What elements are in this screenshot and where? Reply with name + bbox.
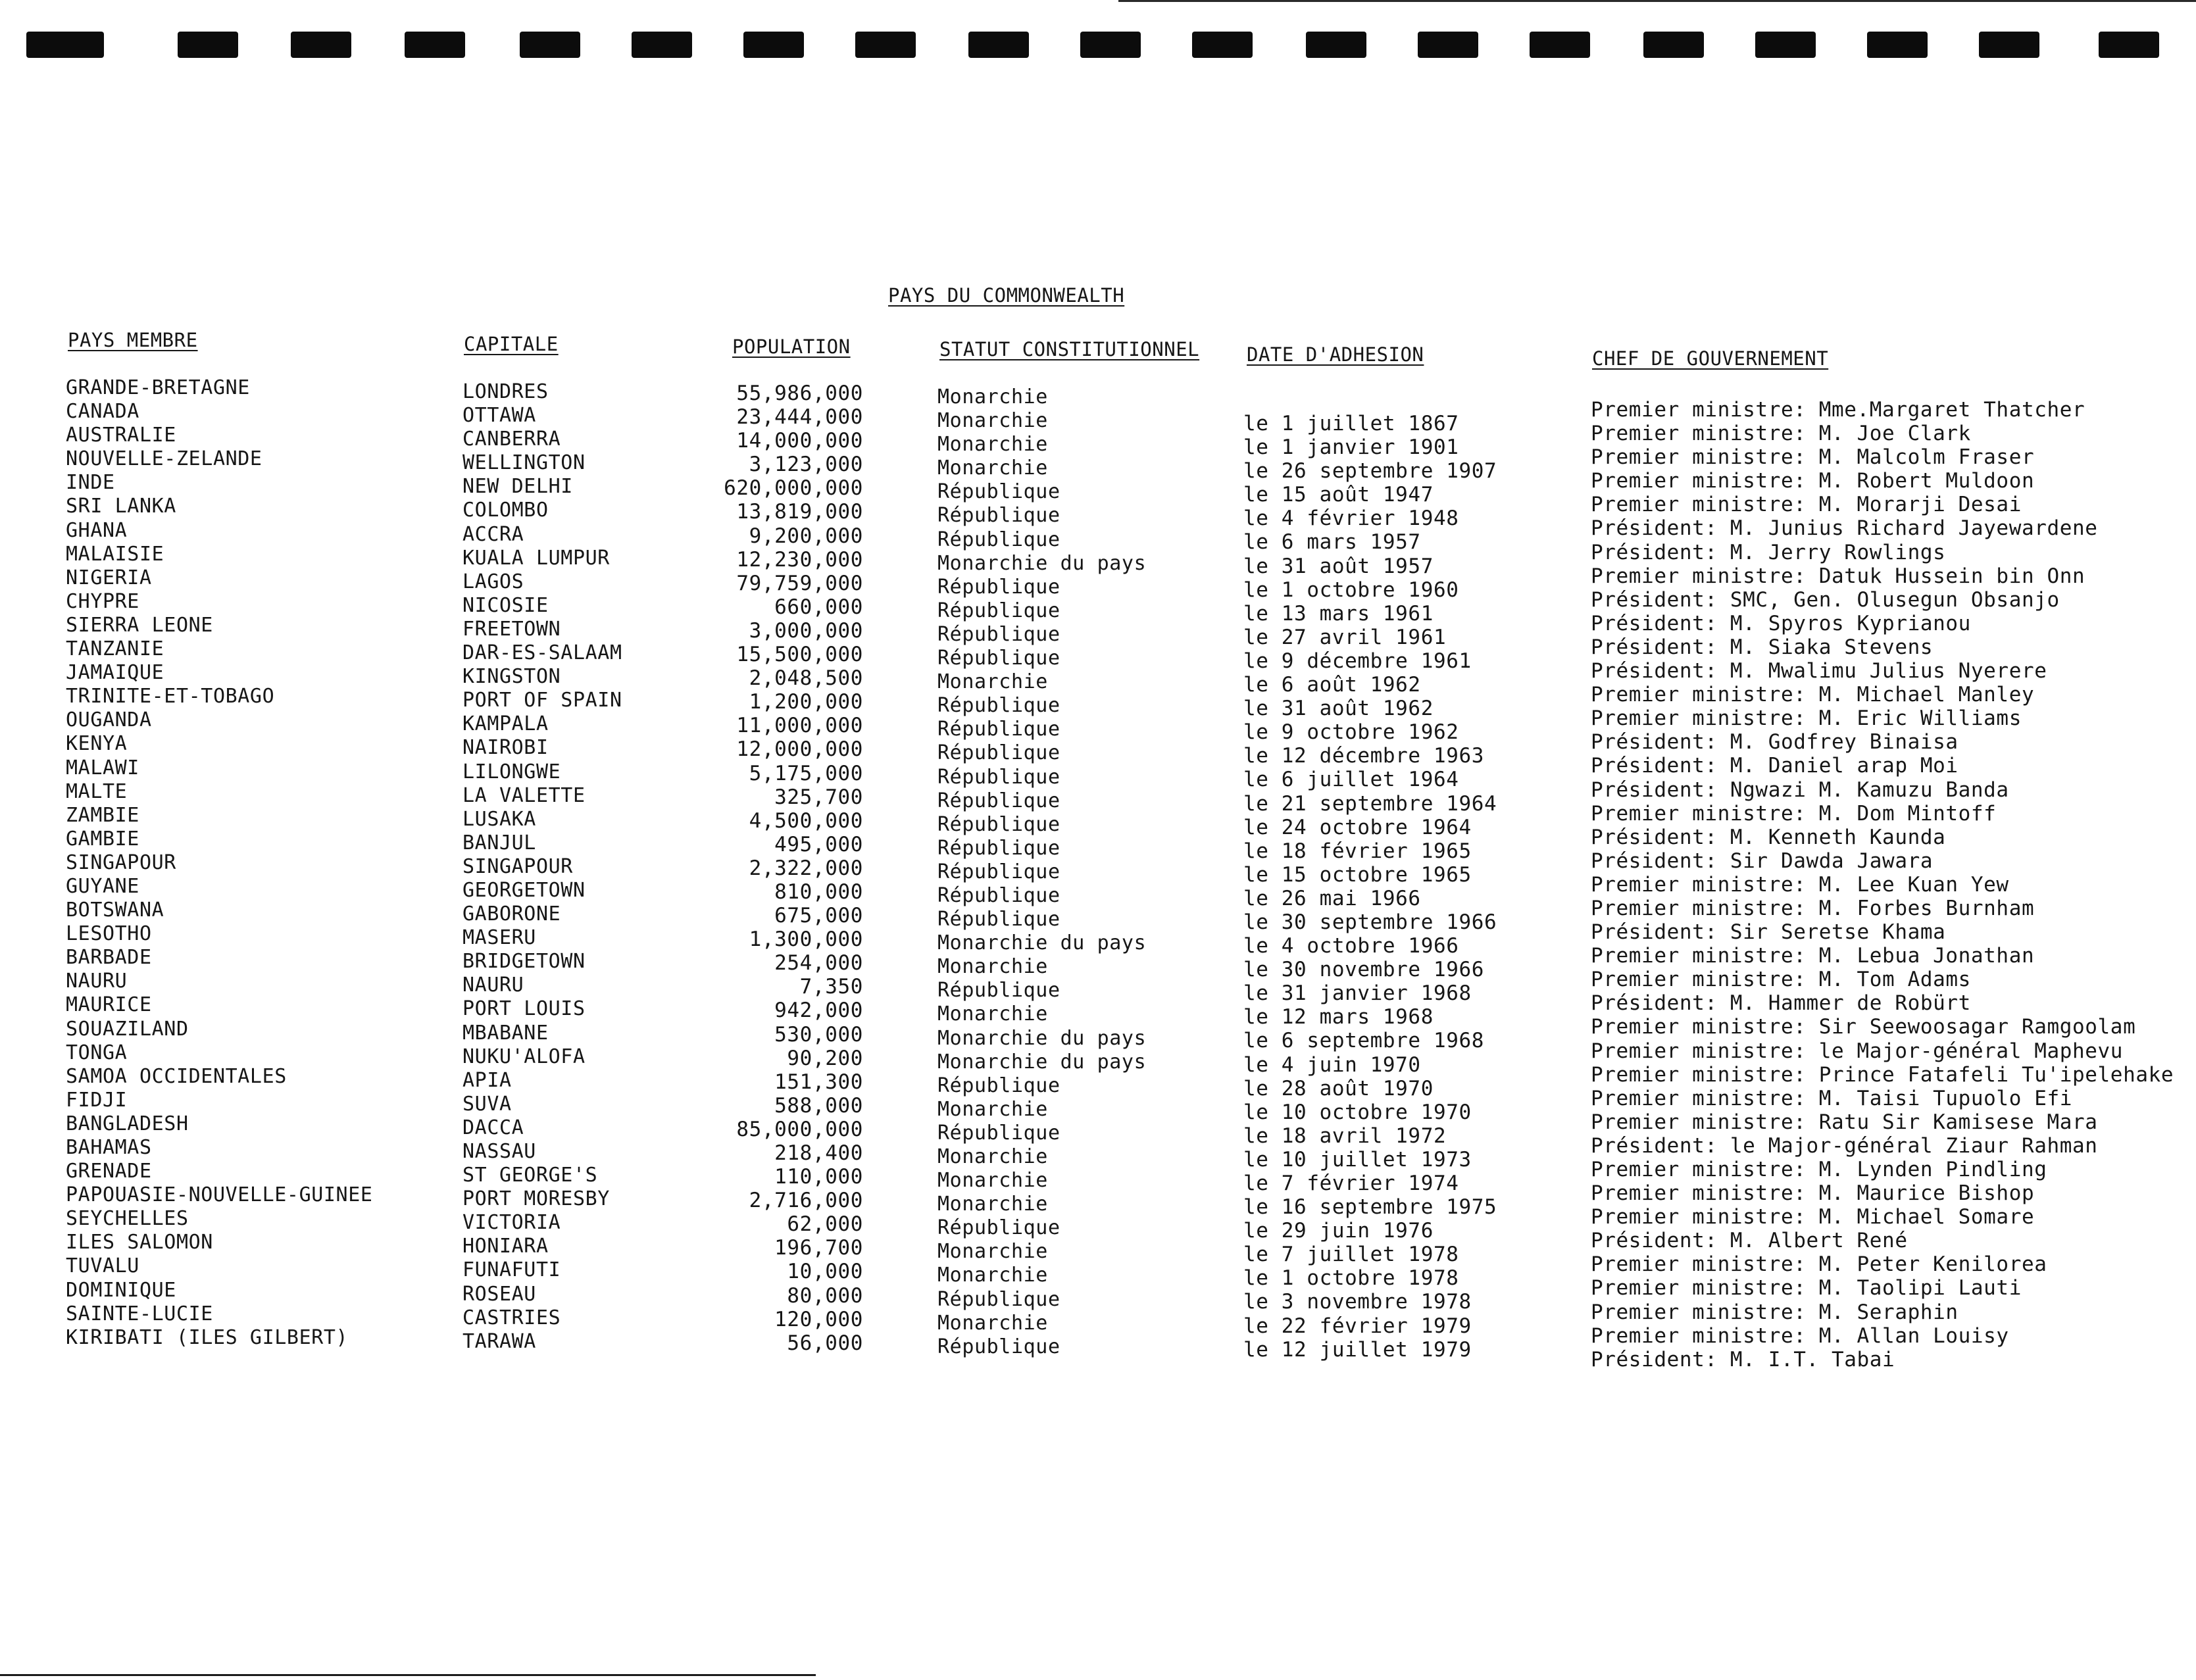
date-cell: le 3 novembre 1978 <box>1243 1290 1472 1314</box>
perforation-mark <box>1643 32 1704 58</box>
population-cell: 90,200 <box>787 1046 863 1070</box>
column-statut <box>937 385 1146 1359</box>
statut-cell: République <box>937 647 1061 670</box>
chef-cell: Premier ministre: M. Forbes Burnham <box>1591 896 2035 920</box>
statut-cell: République <box>937 1121 1061 1145</box>
country-cell: JAMAIQUE <box>66 661 164 685</box>
chef-cell: Premier ministre: M. Allan Louisy <box>1591 1323 2009 1348</box>
statut-cell: République <box>937 741 1061 765</box>
population-cell: 12,230,000 <box>736 547 863 572</box>
country-cell: TANZANIE <box>66 637 164 661</box>
capital-cell: NAURU <box>462 974 524 997</box>
capital-cell: LONDRES <box>462 380 549 403</box>
chef-cell: Président: M. Mwalimu Julius Nyerere <box>1591 659 2047 683</box>
country-cell: GRENADE <box>66 1160 152 1183</box>
population-cell: 80,000 <box>787 1283 863 1308</box>
statut-cell: Monarchie <box>937 409 1048 433</box>
date-cell: le 18 février 1965 <box>1243 839 1472 863</box>
capital-cell: PORT MORESBY <box>462 1187 610 1211</box>
capital-cell: GEORGETOWN <box>462 878 586 902</box>
perforation-mark <box>1979 32 2039 58</box>
chef-cell: Président: M. I.T. Tabai <box>1591 1347 1895 1371</box>
chef-cell: Président: M. Albert René <box>1591 1229 1908 1253</box>
chef-cell: Premier ministre: M. Seraphin <box>1591 1300 1959 1324</box>
chef-cell: Président: M. Siaka Stevens <box>1591 635 1934 659</box>
chef-cell: Premier ministre: M. Lebua Jonathan <box>1591 944 2035 968</box>
date-cell: le 1 octobre 1978 <box>1243 1266 1459 1291</box>
date-cell: le 9 octobre 1962 <box>1243 720 1459 745</box>
column-chef <box>1591 398 2174 1371</box>
country-cell: BOTSWANA <box>66 899 164 922</box>
population-cell: 4,500,000 <box>749 808 863 833</box>
capital-cell: SINGAPOUR <box>462 854 573 878</box>
country-cell: SIERRA LEONE <box>66 613 213 637</box>
capital-cell: PORT OF SPAIN <box>462 689 622 712</box>
chef-cell: Premier ministre: M. Michael Manley <box>1591 683 2035 707</box>
country-cell: KIRIBATI (ILES GILBERT) <box>66 1325 349 1349</box>
capital-cell: ACCRA <box>462 522 524 546</box>
chef-cell: Premier ministre: M. Lee Kuan Yew <box>1591 872 2009 897</box>
capital-cell: KAMPALA <box>462 712 549 736</box>
perforation-mark <box>291 32 351 58</box>
statut-cell: Monarchie <box>937 1193 1048 1216</box>
country-cell: TONGA <box>66 1041 128 1064</box>
statut-cell: République <box>937 1287 1061 1311</box>
statut-cell: République <box>937 1216 1061 1240</box>
statut-cell: Monarchie <box>937 457 1048 480</box>
country-cell: NAURU <box>66 970 128 993</box>
date-cell: le 4 février 1948 <box>1243 506 1459 531</box>
capital-cell: ST GEORGE'S <box>462 1164 598 1187</box>
statut-cell: Monarchie <box>937 670 1048 694</box>
country-cell: CANADA <box>66 400 139 424</box>
perforation-mark <box>1080 32 1141 58</box>
population-cell: 218,400 <box>774 1141 863 1165</box>
date-cell: le 1 octobre 1960 <box>1243 578 1459 602</box>
capital-cell: BRIDGETOWN <box>462 950 586 974</box>
capital-cell: DACCA <box>462 1116 524 1139</box>
chef-cell: Président: SMC, Gen. Olusegun Obsanjo <box>1591 587 2060 612</box>
statut-cell: République <box>937 480 1061 504</box>
statut-cell: République <box>937 1335 1061 1358</box>
date-cell: le 29 juin 1976 <box>1243 1219 1434 1243</box>
date-cell: le 18 avril 1972 <box>1243 1124 1447 1148</box>
country-cell: PAPOUASIE-NOUVELLE-GUINEE <box>66 1183 373 1207</box>
capital-cell: KUALA LUMPUR <box>462 546 610 570</box>
chef-cell: Premier ministre: Sir Seewoosagar Ramgoolam <box>1591 1015 2136 1039</box>
date-cell: le 27 avril 1961 <box>1243 625 1447 649</box>
statut-cell: République <box>937 908 1061 931</box>
statut-cell: Monarchie <box>937 1097 1048 1121</box>
capital-cell: FREETOWN <box>462 617 561 641</box>
statut-cell: Monarchie <box>937 1169 1048 1193</box>
perforation-mark <box>1418 32 1478 58</box>
population-cell: 675,000 <box>774 904 863 928</box>
perforation-mark <box>743 32 804 58</box>
capital-cell: MBABANE <box>462 1021 549 1045</box>
population-cell: 495,000 <box>774 832 863 856</box>
capital-cell: HONIARA <box>462 1235 549 1258</box>
country-cell: CHYPRE <box>66 589 139 613</box>
date-cell: le 30 novembre 1966 <box>1243 958 1485 982</box>
perforation-mark <box>855 32 916 58</box>
capital-cell: TARAWA <box>462 1329 536 1353</box>
population-cell: 254,000 <box>774 951 863 976</box>
date-cell: le 10 juillet 1973 <box>1243 1147 1472 1172</box>
perforation-mark <box>405 32 465 58</box>
population-cell: 110,000 <box>774 1165 863 1189</box>
chef-cell: Président: M. Daniel arap Moi <box>1591 754 1959 778</box>
country-cell: MALAISIE <box>66 542 164 566</box>
population-cell: 196,700 <box>774 1236 863 1260</box>
population-cell: 620,000,000 <box>724 476 863 501</box>
perforation-mark <box>1867 32 1928 58</box>
population-cell: 5,175,000 <box>749 761 863 785</box>
country-cell: KENYA <box>66 732 128 756</box>
perforation-mark <box>1530 32 1590 58</box>
country-cell: SAINTE-LUCIE <box>66 1302 213 1325</box>
capital-cell: FUNAFUTI <box>462 1258 561 1282</box>
date-cell: le 1 janvier 1901 <box>1243 435 1459 460</box>
chef-cell: Premier ministre: M. Eric Williams <box>1591 706 2022 731</box>
statut-cell: Monarchie <box>937 1311 1048 1335</box>
population-cell: 13,819,000 <box>736 500 863 524</box>
header-statut: STATUT CONSTITUTIONNEL <box>939 338 1200 360</box>
population-cell: 660,000 <box>774 595 863 619</box>
country-cell: BARBADE <box>66 946 152 970</box>
capital-cell: VICTORIA <box>462 1211 561 1235</box>
chef-cell: Président: M. Godfrey Binaisa <box>1591 730 1959 754</box>
perforation-mark <box>26 32 104 58</box>
capital-cell: CASTRIES <box>462 1306 561 1329</box>
chef-cell: Premier ministre: M. Taolipi Lauti <box>1591 1276 2022 1300</box>
chef-cell: Premier ministre: M. Peter Kenilorea <box>1591 1252 2047 1277</box>
date-cell: le 31 août 1957 <box>1243 554 1434 578</box>
country-cell: MALAWI <box>66 756 139 779</box>
country-cell: ILES SALOMON <box>66 1231 213 1254</box>
perforation-mark <box>1192 32 1253 58</box>
statut-cell: Monarchie du pays <box>937 1026 1147 1050</box>
date-cell: le 15 octobre 1965 <box>1243 862 1472 887</box>
chef-cell: Président: Ngwazi M. Kamuzu Banda <box>1591 778 2009 802</box>
capital-cell: ROSEAU <box>462 1282 536 1306</box>
statut-cell: République <box>937 528 1061 551</box>
capital-cell: LUSAKA <box>462 807 536 831</box>
population-cell: 15,500,000 <box>736 643 863 667</box>
chef-cell: Président: M. Junius Richard Jayewardene <box>1591 516 2098 541</box>
perforation-mark <box>968 32 1029 58</box>
country-cell: BANGLADESH <box>66 1112 189 1135</box>
statut-cell: République <box>937 979 1061 1002</box>
population-cell: 2,048,500 <box>749 666 863 691</box>
chef-cell: Président: M. Jerry Rowlings <box>1591 540 1946 564</box>
country-cell: SOUAZILAND <box>66 1017 189 1041</box>
capital-cell: NICOSIE <box>462 593 549 617</box>
capital-cell: MASERU <box>462 926 536 950</box>
header-chef: CHEF DE GOUVERNEMENT <box>1592 347 1829 370</box>
date-cell: le 26 septembre 1907 <box>1243 459 1497 483</box>
date-cell: le 6 juillet 1964 <box>1243 768 1459 792</box>
chef-cell: Président: le Major-général Ziaur Rahman <box>1591 1133 2098 1158</box>
population-cell: 1,300,000 <box>749 927 863 952</box>
statut-cell: Monarchie <box>937 1240 1048 1264</box>
perforation-mark <box>2099 32 2159 58</box>
country-cell: MAURICE <box>66 993 152 1017</box>
capital-cell: NASSAU <box>462 1140 536 1163</box>
country-cell: NOUVELLE-ZELANDE <box>66 447 262 471</box>
country-cell: DOMINIQUE <box>66 1278 176 1302</box>
population-cell: 120,000 <box>774 1307 863 1331</box>
statut-cell: République <box>937 1074 1061 1097</box>
capital-cell: NUKU'ALOFA <box>462 1045 586 1068</box>
capital-cell: LILONGWE <box>462 760 561 783</box>
statut-cell: République <box>937 836 1061 860</box>
population-cell: 151,300 <box>774 1070 863 1094</box>
chef-cell: Premier ministre: M. Tom Adams <box>1591 968 1971 992</box>
country-cell: FIDJI <box>66 1088 128 1112</box>
chef-cell: Premier ministre: M. Michael Somare <box>1591 1205 2035 1229</box>
chef-cell: Premier ministre: M. Lynden Pindling <box>1591 1158 2047 1181</box>
statut-cell: République <box>937 622 1061 646</box>
date-cell: le 28 août 1970 <box>1243 1076 1434 1100</box>
statut-cell: Monarchie <box>937 955 1048 979</box>
country-cell: GUYANE <box>66 874 139 898</box>
date-cell: le 4 juin 1970 <box>1243 1052 1421 1077</box>
country-cell: OUGANDA <box>66 708 152 732</box>
statut-cell: République <box>937 718 1061 741</box>
country-cell: NIGERIA <box>66 566 152 589</box>
population-cell: 3,000,000 <box>749 618 863 643</box>
country-cell: GRANDE-BRETAGNE <box>66 376 250 399</box>
date-cell: le 12 juillet 1979 <box>1243 1337 1472 1362</box>
date-cell: le 10 octobre 1970 <box>1243 1100 1472 1124</box>
statut-cell: Monarchie <box>937 1264 1048 1287</box>
statut-cell: République <box>937 765 1061 789</box>
date-cell: le 12 décembre 1963 <box>1243 744 1485 768</box>
statut-cell: République <box>937 575 1061 599</box>
chef-cell: Premier ministre: M. Maurice Bishop <box>1591 1181 2035 1206</box>
statut-cell: République <box>937 599 1061 622</box>
chef-cell: Président: Sir Dawda Jawara <box>1591 849 1934 873</box>
header-country: PAYS MEMBRE <box>68 329 198 351</box>
population-cell: 23,444,000 <box>736 405 863 430</box>
population-cell: 10,000 <box>787 1260 863 1284</box>
capital-cell: LA VALETTE <box>462 783 586 807</box>
capital-cell: BANJUL <box>462 831 536 854</box>
capital-cell: GABORONE <box>462 902 561 926</box>
population-cell: 325,700 <box>774 785 863 809</box>
statut-cell: Monarchie du pays <box>937 1050 1147 1074</box>
perforation-mark <box>178 32 238 58</box>
capital-cell: KINGSTON <box>462 665 561 689</box>
population-cell: 2,322,000 <box>749 856 863 880</box>
statut-cell: Monarchie du pays <box>937 931 1147 955</box>
chef-cell: Président: M. Hammer de Robürt <box>1591 991 1971 1016</box>
country-cell: GAMBIE <box>66 827 139 851</box>
statut-cell: Monarchie <box>937 385 1048 408</box>
chef-cell: Premier ministre: M. Dom Mintoff <box>1591 801 1997 826</box>
country-cell: ZAMBIE <box>66 803 139 827</box>
capital-cell: LAGOS <box>462 570 524 593</box>
chef-cell: Président: M. Spyros Kyprianou <box>1591 611 1971 635</box>
population-cell: 56,000 <box>787 1331 863 1355</box>
bottom-edge-line <box>0 1674 816 1676</box>
column-date <box>1243 412 1497 1362</box>
chef-cell: Premier ministre: M. Morarji Desai <box>1591 493 2022 517</box>
country-cell: TUVALU <box>66 1254 139 1278</box>
statut-cell: République <box>937 812 1061 836</box>
statut-cell: Monarchie du pays <box>937 551 1147 575</box>
perforation-mark <box>632 32 692 58</box>
population-cell: 1,200,000 <box>749 690 863 714</box>
chef-cell: Premier ministre: M. Malcolm Fraser <box>1591 445 2035 470</box>
country-cell: BAHAMAS <box>66 1136 152 1159</box>
population-cell: 85,000,000 <box>736 1117 863 1141</box>
population-cell: 942,000 <box>774 999 863 1023</box>
statut-cell: République <box>937 860 1061 883</box>
date-cell: le 31 janvier 1968 <box>1243 981 1472 1006</box>
population-cell: 588,000 <box>774 1093 863 1118</box>
capital-cell: NAIROBI <box>462 736 549 760</box>
chef-cell: Premier ministre: M. Robert Muldoon <box>1591 469 2035 493</box>
capital-cell: NEW DELHI <box>462 475 573 499</box>
date-cell: le 22 février 1979 <box>1243 1314 1472 1338</box>
date-cell: le 13 mars 1961 <box>1243 601 1434 626</box>
country-cell: GHANA <box>66 518 128 542</box>
statut-cell: République <box>937 694 1061 718</box>
capital-cell: CANBERRA <box>462 428 561 451</box>
country-cell: AUSTRALIE <box>66 424 176 447</box>
date-cell: le 7 février 1974 <box>1243 1172 1459 1195</box>
column-capital <box>462 380 622 1354</box>
column-country <box>66 376 373 1350</box>
statut-cell: République <box>937 883 1061 907</box>
capital-cell: COLOMBO <box>462 499 549 522</box>
perforation-mark <box>1755 32 1816 58</box>
date-cell: le 15 août 1947 <box>1243 483 1434 507</box>
chef-cell: Premier ministre: M. Joe Clark <box>1591 422 1971 446</box>
country-cell: MALTE <box>66 779 128 803</box>
date-cell: le 7 juillet 1978 <box>1243 1243 1459 1267</box>
chef-cell: Premier ministre: M. Taisi Tupuolo Efi <box>1591 1086 2073 1110</box>
country-cell: SEYCHELLES <box>66 1207 189 1231</box>
date-cell: le 9 décembre 1961 <box>1243 649 1472 673</box>
population-cell: 3,123,000 <box>749 453 863 477</box>
population-cell: 62,000 <box>787 1212 863 1237</box>
country-cell: INDE <box>66 471 115 495</box>
statut-cell: Monarchie <box>937 1002 1048 1026</box>
population-cell: 14,000,000 <box>736 429 863 453</box>
statut-cell: République <box>937 504 1061 528</box>
date-cell: le 30 septembre 1966 <box>1243 910 1497 934</box>
chef-cell: Président: M. Kenneth Kaunda <box>1591 825 1946 849</box>
country-cell: LESOTHO <box>66 922 152 946</box>
date-cell: le 6 septembre 1968 <box>1243 1029 1485 1053</box>
capital-cell: DAR-ES-SALAAM <box>462 641 622 665</box>
date-cell: le 21 septembre 1964 <box>1243 791 1497 816</box>
perforation-mark <box>520 32 580 58</box>
capital-cell: APIA <box>462 1068 512 1092</box>
page-title: PAYS DU COMMONWEALTH <box>888 284 1125 307</box>
header-capital: CAPITALE <box>464 333 559 355</box>
date-cell: le 26 mai 1966 <box>1243 886 1421 910</box>
statut-cell: Monarchie <box>937 1145 1048 1168</box>
capital-cell: WELLINGTON <box>462 451 586 475</box>
chef-cell: Président: Sir Seretse Khama <box>1591 920 1946 945</box>
statut-cell: République <box>937 789 1061 812</box>
header-date: DATE D'ADHESION <box>1247 343 1424 366</box>
perforation-mark <box>1306 32 1366 58</box>
population-cell: 810,000 <box>774 879 863 904</box>
population-cell: 55,986,000 <box>736 382 863 405</box>
chef-cell: Premier ministre: Datuk Hussein bin Onn <box>1591 564 2085 588</box>
capital-cell: OTTAWA <box>462 404 536 428</box>
population-cell: 530,000 <box>774 1022 863 1047</box>
population-cell: 9,200,000 <box>749 524 863 548</box>
date-cell: le 24 octobre 1964 <box>1243 815 1472 839</box>
population-cell: 79,759,000 <box>736 571 863 595</box>
chef-cell: Premier ministre: Ratu Sir Kamisese Mara <box>1591 1110 2098 1134</box>
column-population <box>691 382 863 1355</box>
date-cell: le 12 mars 1968 <box>1243 1005 1434 1029</box>
date-cell: le 16 septembre 1975 <box>1243 1195 1497 1220</box>
population-cell: 11,000,000 <box>736 714 863 738</box>
date-cell: le 4 octobre 1966 <box>1243 934 1459 958</box>
header-population: POPULATION <box>732 335 851 358</box>
chef-cell: Premier ministre: le Major-général Maphevu <box>1591 1039 2124 1063</box>
chef-cell: Premier ministre: Mme.Margaret Thatcher <box>1591 398 2085 422</box>
population-cell: 7,350 <box>799 975 863 999</box>
country-cell: SINGAPOUR <box>66 851 176 874</box>
chef-cell: Premier ministre: Prince Fatafeli Tu'ipelehake <box>1591 1062 2174 1087</box>
statut-cell: Monarchie <box>937 433 1048 457</box>
perforation-strip <box>0 0 2196 79</box>
date-cell: le 1 juillet 1867 <box>1243 412 1459 435</box>
date-cell: le 6 août 1962 <box>1243 673 1421 697</box>
country-cell: SAMOA OCCIDENTALES <box>66 1064 287 1088</box>
population-cell: 12,000,000 <box>736 737 863 762</box>
country-cell: TRINITE-ET-TOBAGO <box>66 685 275 708</box>
country-cell: SRI LANKA <box>66 495 176 518</box>
date-cell: le 31 août 1962 <box>1243 697 1434 721</box>
capital-cell: PORT LOUIS <box>462 997 586 1021</box>
capital-cell: SUVA <box>462 1092 512 1116</box>
population-cell: 2,716,000 <box>749 1189 863 1213</box>
date-cell: le 6 mars 1957 <box>1243 530 1421 555</box>
